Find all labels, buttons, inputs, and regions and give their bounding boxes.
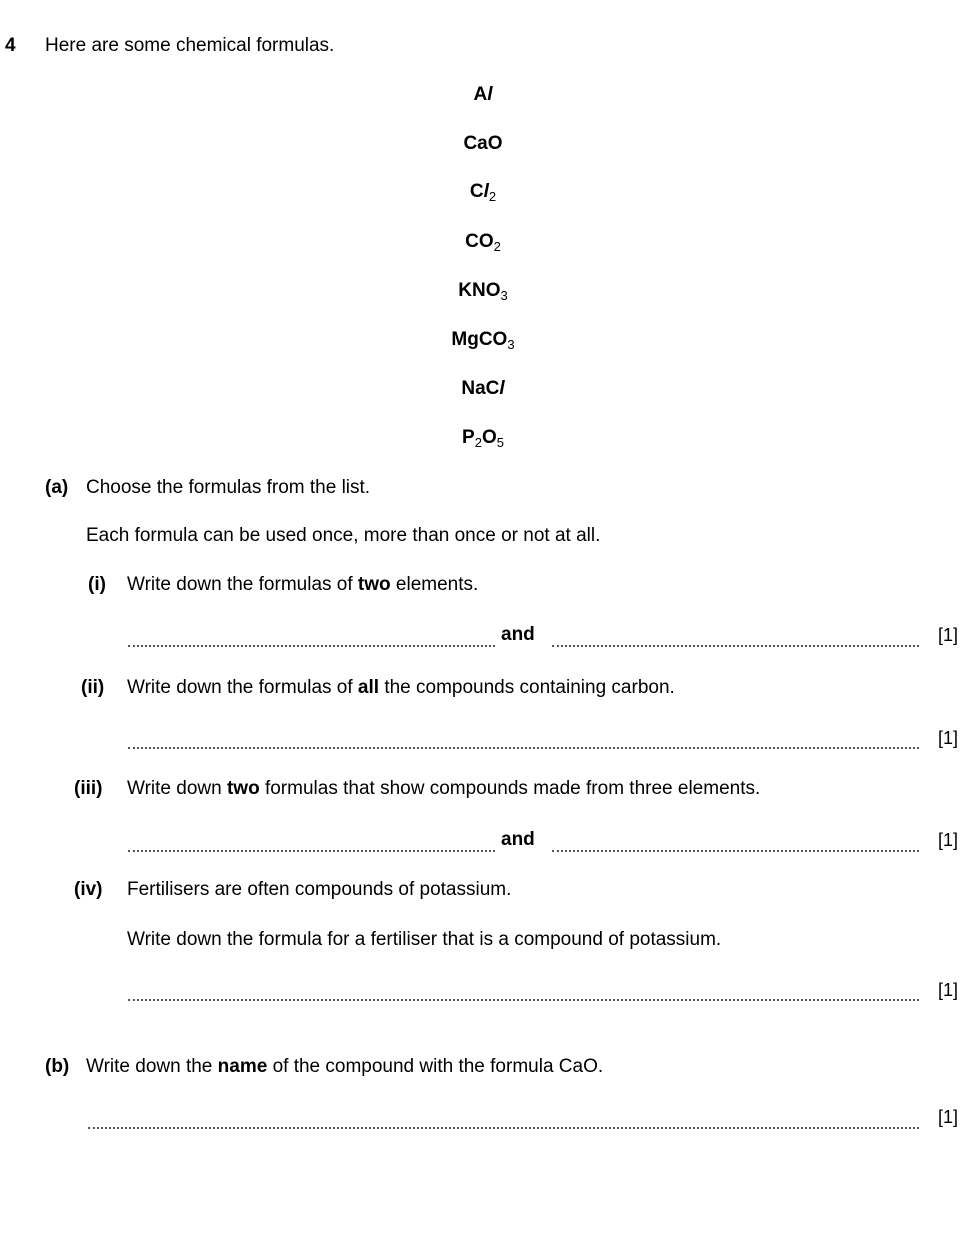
formula-item bbox=[0, 427, 963, 449]
formula-subscript: 2 bbox=[488, 189, 497, 204]
marks-label: [1] bbox=[938, 1107, 959, 1127]
formula-subscript: 3 bbox=[507, 337, 515, 352]
formula-symbol: CaO bbox=[463, 133, 503, 154]
formula-symbol: l bbox=[487, 84, 493, 105]
question-text: Write down the formulas of bbox=[127, 677, 358, 698]
question-text: formulas that show compounds made from three elements. bbox=[259, 778, 761, 799]
part-a-i-label: (i) bbox=[88, 574, 106, 595]
question-text: Write down the bbox=[86, 1056, 218, 1077]
formula-symbol: NaC bbox=[461, 378, 500, 399]
formula-item bbox=[0, 280, 963, 302]
part-a-note: Each formula can be used once, more than once or not at all. bbox=[86, 525, 601, 546]
question-text: the compounds containing carbon. bbox=[379, 677, 675, 698]
part-a-ii-label: (ii) bbox=[81, 677, 105, 698]
part-a-iii-label: (iii) bbox=[74, 778, 103, 799]
question-intro: Here are some chemical formulas. bbox=[45, 35, 335, 56]
formula-symbol: KNO bbox=[458, 280, 501, 301]
formula-symbol: O bbox=[481, 427, 497, 448]
emphasis-text: all bbox=[357, 677, 380, 698]
and-label: and bbox=[501, 829, 535, 850]
question-number: 4 bbox=[5, 35, 16, 56]
marks-label: [1] bbox=[938, 830, 959, 850]
answer-line[interactable] bbox=[88, 1127, 919, 1129]
question-text: Write down the formulas of bbox=[127, 574, 358, 595]
part-a-ii-question bbox=[127, 677, 675, 699]
emphasis-text: two bbox=[226, 778, 260, 799]
formula-symbol: C bbox=[469, 181, 484, 202]
part-a-iii-question bbox=[127, 778, 760, 800]
formula-item bbox=[0, 84, 963, 106]
formula-symbol: CO bbox=[465, 231, 494, 252]
formula-symbol: MgCO bbox=[451, 329, 508, 350]
emphasis-text: name bbox=[217, 1056, 268, 1077]
marks-label: [1] bbox=[938, 625, 959, 645]
question-text: Write down bbox=[127, 778, 227, 799]
answer-line[interactable] bbox=[552, 645, 919, 647]
part-a-iv-label: (iv) bbox=[74, 879, 103, 900]
and-label: and bbox=[501, 624, 535, 645]
answer-line[interactable] bbox=[128, 850, 495, 852]
answer-line[interactable] bbox=[552, 850, 919, 852]
formula-subscript: 2 bbox=[493, 239, 501, 254]
formula-symbol: A bbox=[473, 84, 488, 105]
formula-item bbox=[0, 181, 963, 203]
formula-subscript: 5 bbox=[496, 435, 504, 450]
part-b-question bbox=[86, 1056, 603, 1078]
formula-item bbox=[0, 378, 963, 400]
part-a-iv-context: Fertilisers are often compounds of potassium. bbox=[127, 879, 512, 900]
part-a-label: (a) bbox=[45, 477, 69, 498]
part-a-i-question bbox=[127, 574, 478, 596]
marks-label: [1] bbox=[938, 980, 959, 1000]
question-text: of the compound with the formula CaO. bbox=[267, 1056, 604, 1077]
answer-line[interactable] bbox=[128, 645, 495, 647]
answer-line[interactable] bbox=[128, 999, 919, 1001]
answer-line[interactable] bbox=[128, 747, 919, 749]
part-a-iv-question: Write down the formula for a fertiliser that is a compound of potassium. bbox=[127, 929, 722, 950]
marks-label: [1] bbox=[938, 728, 959, 748]
part-a-instruction: Choose the formulas from the list. bbox=[86, 477, 371, 498]
emphasis-text: two bbox=[357, 574, 391, 595]
formula-symbol: P bbox=[462, 427, 475, 448]
formula-item bbox=[0, 329, 963, 351]
question-text: elements. bbox=[390, 574, 479, 595]
formula-subscript: 2 bbox=[474, 435, 482, 450]
formula-symbol: l bbox=[483, 181, 489, 202]
formula-subscript: 3 bbox=[500, 288, 508, 303]
formula-item bbox=[0, 231, 963, 253]
formula-item bbox=[0, 133, 963, 155]
part-b-label: (b) bbox=[45, 1056, 70, 1077]
formula-symbol: l bbox=[499, 378, 505, 399]
